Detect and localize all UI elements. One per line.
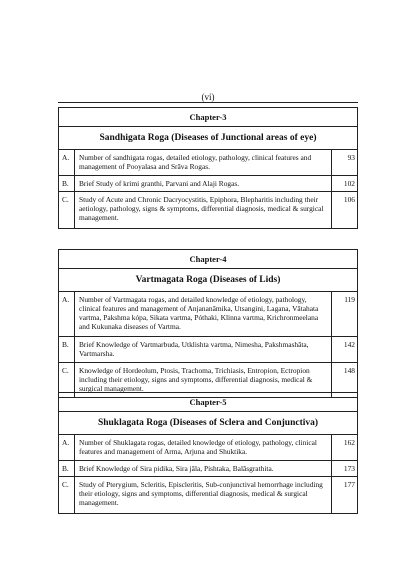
chapter-4-table [58,249,358,398]
row-text: Brief Study of krimi granthi, Parvani and Alaji Rogas. [74,176,331,191]
table-row [59,477,357,513]
row-page: 106 [331,192,357,228]
row-text: Number of Vartmagata rogas, and detailed knowledge of etiology, pathology, clinical features and management of Anjananāmika, Utsangini, Lagana, Vātahata vartma, Pakshma kópa, Sikata vartma, Póthaki, Klinna vartma, Krichronmeelana and Kukunaka diseases of Vartma. [74,292,331,336]
table-row [59,176,357,192]
row-letter: B. [62,340,69,349]
table-row [59,150,357,176]
row-page: 142 [331,337,357,362]
row-letter: A. [62,295,70,304]
row-text: Knowledge of Hordeolum, Ptosis, Trachoma, Trichiasis, Entropion, Ectropion including their etiology, signs and symptoms, differential diagnosis, medical & surgical management. [74,363,331,397]
row-letter: A. [62,438,70,447]
table-row [59,292,357,337]
chapter-heading: Chapter-3 [59,108,357,127]
row-text: Study of Pterygium, Scleritis, Episcleritis, Sub-conjunctival hemorrhage including their etiology, signs and symptoms, differential diagnosis, medical & surgical management. [74,477,331,513]
table-row [59,461,357,477]
row-letter: A. [62,153,70,162]
page-number: (vi) [201,92,215,102]
chapter-5-table [58,392,358,514]
row-text: Study of Acute and Chronic Dacryocystitis, Epiphora, Blepharitis including their aetiology, pathology, signs & symptoms, differential diagnosis, medical & surgical management. [74,192,331,228]
row-page: 162 [331,435,357,460]
row-letter: C. [62,366,69,375]
chapter-heading: Chapter-4 [59,250,357,269]
row-page: 102 [331,176,357,191]
row-text: Number of sandhigata rogas, detailed etiology, pathology, clinical features and management of Pooyalasa and Srāva Rogas. [74,150,331,175]
chapter-3-table [58,107,358,229]
chapter-title: Shuklagata Roga (Diseases of Sclera and Conjunctiva) [59,412,357,435]
row-page: 119 [331,292,357,336]
table-row [59,435,357,461]
row-page: 148 [331,363,357,397]
row-page: 93 [331,150,357,175]
chapter-heading: Chapter-5 [59,393,357,412]
chapter-title: Sandhigata Roga (Diseases of Junctional areas of eye) [59,127,357,150]
row-text: Number of Shuklagata rogas, detailed knowledge of etiology, pathology, clinical features and management of Arma, Arjuna and Shuktika. [74,435,331,460]
table-row [59,192,357,228]
row-text: Brief Knowledge of Vartmarbuda, Utklishta vartma, Nimesha, Pakshmashāta, Vartmarsha. [74,337,331,362]
row-letter: C. [62,195,69,204]
row-page: 173 [331,461,357,476]
row-page: 177 [331,477,357,513]
table-row [59,337,357,363]
row-text: Brief Knowledge of Sira pidika, Sira jāla, Pishtaka, Balāsgrathita. [74,461,331,476]
row-letter: B. [62,179,69,188]
row-letter: C. [62,480,69,489]
header-rule [58,102,358,103]
row-letter: B. [62,464,69,473]
chapter-title: Vartmagata Roga (Diseases of Lids) [59,269,357,292]
